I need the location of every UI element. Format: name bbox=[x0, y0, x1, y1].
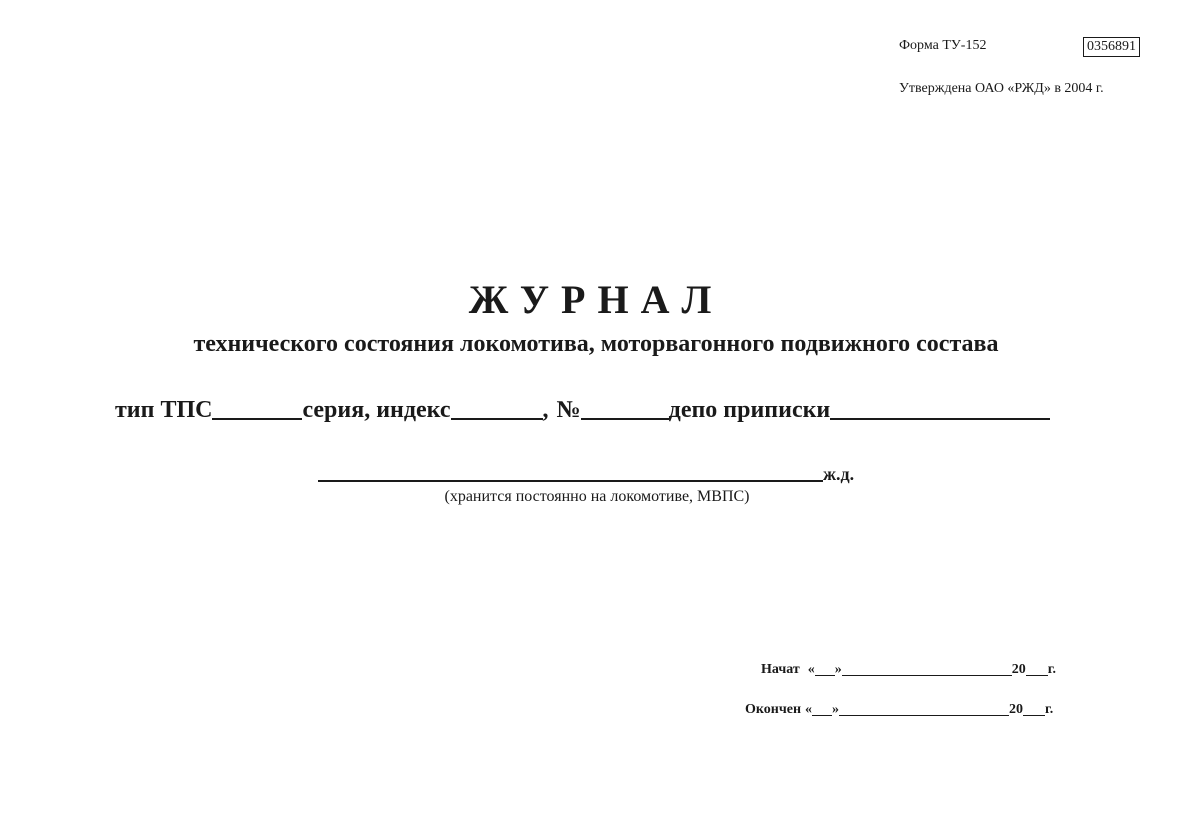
number-label: № bbox=[556, 397, 581, 423]
end-label: Окончен bbox=[745, 702, 802, 717]
vehicle-fields-line bbox=[115, 394, 1050, 426]
close-quote: » bbox=[832, 702, 840, 717]
form-label: Форма ТУ-152 bbox=[899, 38, 987, 53]
open-quote: « bbox=[807, 662, 815, 677]
series-index-label: серия, индекс bbox=[302, 397, 451, 423]
storage-note bbox=[0, 488, 1192, 506]
depot-blank bbox=[830, 394, 1050, 420]
start-year-blank bbox=[1026, 661, 1048, 676]
tps-type-label: тип ТПС bbox=[115, 397, 213, 423]
start-day-blank bbox=[815, 661, 835, 676]
series-index-blank bbox=[451, 394, 543, 420]
storage-note-text: (хранится постоянно на локомотиве, МВПС) bbox=[444, 488, 750, 505]
railway-suffix: ж.д. bbox=[823, 464, 855, 484]
tps-type-blank bbox=[212, 394, 302, 420]
open-quote: « bbox=[805, 702, 813, 717]
end-date-line bbox=[745, 700, 1053, 720]
railway-blank bbox=[318, 462, 823, 482]
railway-line bbox=[318, 462, 854, 486]
start-date-line bbox=[761, 660, 1056, 680]
journal-subtitle: технического состояния локомотива, моторвагонного подвижного состава bbox=[193, 331, 999, 357]
end-year-blank bbox=[1023, 701, 1045, 716]
year-suffix: г. bbox=[1045, 702, 1054, 717]
depot-label: депо приписки bbox=[668, 397, 831, 423]
serial-number-box: 0356891 bbox=[1083, 37, 1140, 57]
century-prefix: 20 bbox=[1009, 702, 1024, 717]
number-blank bbox=[581, 394, 669, 420]
start-label: Начат bbox=[761, 662, 800, 677]
year-suffix: г. bbox=[1047, 662, 1057, 677]
end-day-blank bbox=[812, 701, 832, 716]
approval-note: Утверждена ОАО «РЖД» в 2004 г. bbox=[899, 81, 1104, 96]
end-month-blank bbox=[839, 701, 1009, 716]
journal-title: ЖУРНАЛ bbox=[468, 277, 724, 322]
comma-separator: , bbox=[542, 397, 549, 423]
start-month-blank bbox=[842, 661, 1012, 676]
close-quote: » bbox=[834, 662, 842, 677]
century-prefix: 20 bbox=[1011, 662, 1026, 677]
